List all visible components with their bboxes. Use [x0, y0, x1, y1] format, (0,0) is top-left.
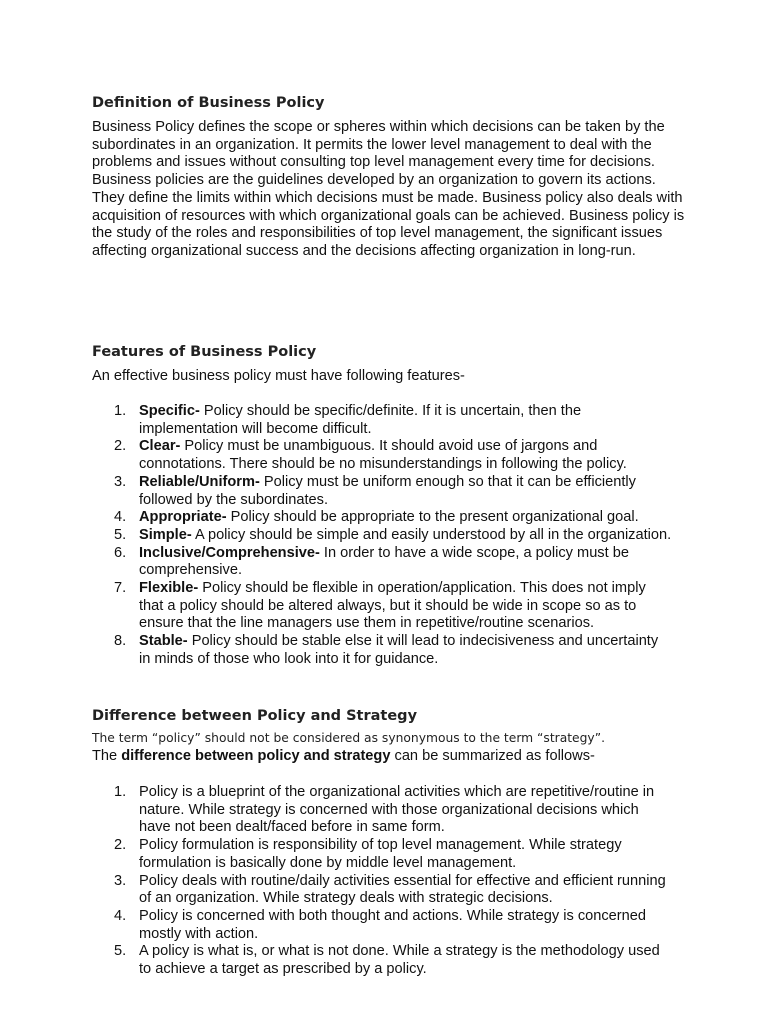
- intro-bold: difference between policy and strategy: [121, 748, 391, 764]
- features-intro: An effective business policy must have following features-: [92, 368, 465, 384]
- list-item: [92, 474, 672, 509]
- feature-text: Policy should be appropriate to the present organizational goal.: [226, 509, 639, 526]
- list-item: [92, 784, 672, 837]
- point-text: Policy formulation is responsibility of top level management. While strategy formulation is basically done by middle level management.: [139, 837, 622, 871]
- list-item: [92, 837, 672, 872]
- feature-text: Policy must be uniform enough so that it can be efficiently followed by the subordinates.: [139, 473, 636, 508]
- list-item: [92, 438, 672, 473]
- list-number: 3.: [114, 473, 127, 490]
- list-item: [92, 908, 672, 943]
- list-number: 2.: [114, 438, 127, 455]
- list-item: [92, 527, 672, 545]
- list-item: [92, 943, 672, 978]
- policy-strategy-note: The term “policy” should not be considered as synonymous to the term “strategy”.: [92, 731, 605, 745]
- list-number: 7.: [114, 580, 127, 597]
- list-number: 8.: [114, 633, 127, 650]
- list-item: [92, 545, 672, 580]
- intro-suffix: can be summarized as follows-: [390, 748, 595, 764]
- feature-term: Simple-: [139, 526, 192, 543]
- list-number: 4.: [114, 509, 127, 526]
- list-number: 4.: [114, 907, 127, 924]
- list-item: [92, 873, 672, 908]
- point-text: Policy deals with routine/daily activities essential for effective and efficient running of an organization. While strategy deals with strategic decisions.: [139, 872, 666, 907]
- point-text: Policy is concerned with both thought and actions. While strategy is concerned mostly with action.: [139, 907, 647, 942]
- section-heading-definition: Definition of Business Policy: [92, 95, 325, 111]
- feature-text: Policy should be flexible in operation/application. This does not imply that a policy should be altered always, but it should be wide in scope so as to ensure that the line managers use them in repetitive/routine scenarios.: [139, 580, 646, 632]
- features-list: [92, 403, 672, 669]
- list-number: 2.: [114, 837, 127, 854]
- feature-text: Policy should be stable else it will lead to indecisiveness and uncertainty in minds of those who look into it for guidance.: [139, 633, 659, 667]
- feature-term: Appropriate-: [139, 509, 227, 526]
- feature-text: Policy must be unambiguous. It should avoid use of jargons and connotations. There should be no misunderstandings in following the policy.: [139, 438, 627, 473]
- feature-term: Flexible-: [139, 580, 199, 597]
- feature-text: In order to have a wide scope, a policy must be comprehensive.: [139, 544, 629, 579]
- difference-intro: [92, 748, 595, 766]
- feature-term: Stable-: [139, 633, 188, 650]
- point-text: Policy is a blueprint of the organizational activities which are repetitive/routine in nature. While strategy is concerned with those organizational decisions which have not been dealt/faced before in same form.: [139, 784, 655, 836]
- definition-paragraph: Business Policy defines the scope or spheres within which decisions can be taken by the subordinates in an organization. It permits the lower level management to deal with the problems and issues without consulting top level management every time for decisions. Business policies are the guidelines developed by an organization to govern its actions. They define the limits within which decisions must be made. Business policy also deals with acquisition of resources with which organizational goals can be achieved. Business policy is the study of the roles and responsibilities of top level management, the significant issues affecting organizational success and the decisions affecting organization in long-run.: [92, 119, 685, 259]
- list-number: 5.: [114, 526, 127, 543]
- point-text: A policy is what is, or what is not done. While a strategy is the methodology used to achieve a target as prescribed by a policy.: [139, 943, 660, 978]
- feature-term: Reliable/Uniform-: [139, 473, 260, 490]
- list-number: 1.: [114, 784, 127, 800]
- list-item: [92, 580, 672, 633]
- feature-term: Clear-: [139, 438, 181, 455]
- difference-list: [92, 784, 672, 979]
- section-heading-difference: Difference between Policy and Strategy: [92, 708, 418, 724]
- feature-term: Inclusive/Comprehensive-: [139, 544, 320, 561]
- list-number: 5.: [114, 943, 127, 960]
- feature-text: A policy should be simple and easily understood by all in the organization.: [191, 526, 672, 543]
- list-item: [92, 403, 672, 438]
- feature-term: Specific-: [139, 403, 200, 419]
- intro-prefix: The: [92, 748, 122, 764]
- list-number: 1.: [114, 403, 127, 419]
- list-number: 3.: [114, 872, 127, 889]
- list-number: 6.: [114, 544, 127, 561]
- feature-text: Policy should be specific/definite. If it is uncertain, then the implementation will become difficult.: [139, 403, 582, 437]
- list-item: [92, 509, 672, 527]
- list-item: [92, 633, 672, 668]
- section-heading-features: Features of Business Policy: [92, 344, 317, 360]
